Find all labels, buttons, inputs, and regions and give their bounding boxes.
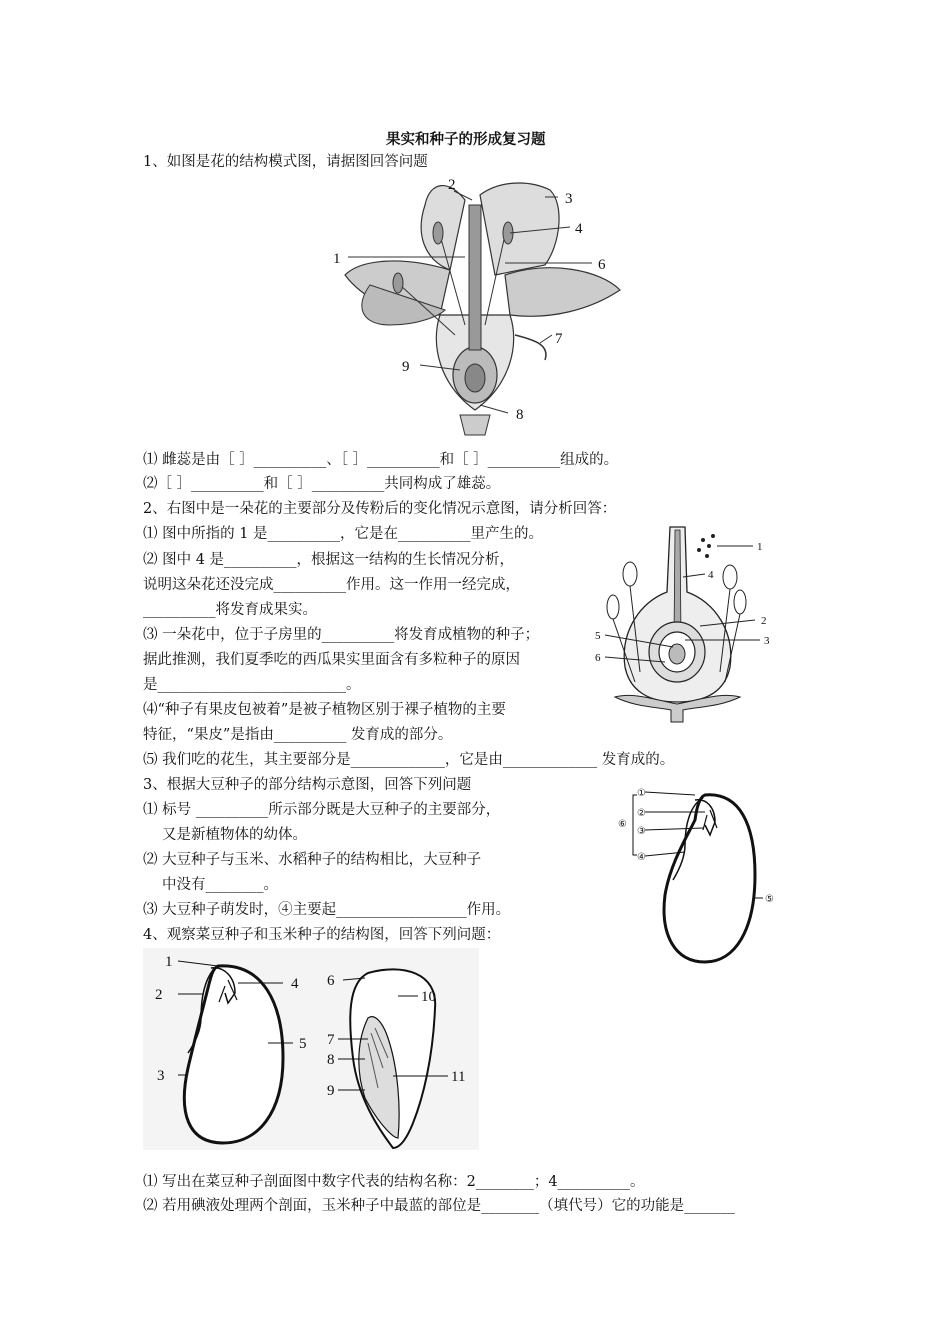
pollination-diagram (595, 522, 775, 722)
question-2-line-5: ⑶ 一朵花中，位于子房里的__________将发育成植物的种子； (143, 627, 540, 643)
question-2-line-10: ⑸ 我们吃的花生，其主要部分是_____________，它是由_____________ 发育成的。 (143, 752, 675, 768)
soybean-label-6: ⑥ (618, 819, 627, 830)
bean-label-3: 3 (157, 1068, 165, 1084)
question-4-line-2: ⑵ 若用碘液处理两个剖面，玉米种子中最蓝的部位是________（填代号）它的功能是_______ (143, 1198, 735, 1214)
corn-label-6: 6 (327, 973, 335, 989)
question-4-line-1: ⑴ 写出在菜豆种子剖面图中数字代表的结构名称：2________；4__________。 (143, 1174, 645, 1190)
soybean-seed-diagram (615, 780, 780, 970)
bean-label-4: 4 (291, 976, 299, 992)
soybean-label-5: ⑤ (765, 894, 774, 905)
soybean-label-4: ④ (637, 852, 646, 863)
question-1-prompt: 1、如图是花的结构模式图，请据图回答问题 (143, 154, 428, 170)
pollination-label-1: 1 (757, 541, 763, 553)
soybean-label-3: ③ (637, 826, 646, 837)
flower-label-7: 7 (555, 331, 563, 347)
question-2-line-9: 特征，“果皮”是指由__________ 发育成的部分。 (143, 727, 453, 743)
corn-label-7: 7 (327, 1032, 335, 1048)
flower-label-1: 1 (333, 251, 341, 267)
soybean-label-2: ② (637, 808, 646, 819)
pollination-label-5: 5 (595, 630, 601, 642)
question-1-part-2: ⑵［ ］__________和［ ］__________共同构成了雄蕊。 (143, 476, 501, 492)
question-1-part-1: ⑴ 雌蕊是由［ ］__________、［ ］__________和［ ］__________组成的。 (143, 452, 619, 468)
flower-label-4: 4 (575, 221, 583, 237)
pollination-label-6: 6 (595, 652, 601, 664)
bean-label-1: 1 (165, 954, 173, 970)
question-3-line-5: ⑶ 大豆种子萌发时，④主要起__________________作用。 (143, 902, 511, 918)
flower-label-6: 6 (598, 257, 606, 273)
question-2-line-7: 是__________________________。 (143, 677, 361, 693)
flower-structure-diagram (330, 175, 630, 435)
question-3-prompt: 3、根据大豆种子的部分结构示意图，回答下列问题 (143, 777, 472, 793)
flower-label-2: 2 (448, 177, 456, 193)
question-2-line-3: 说明这朵花还没完成__________作用。这一作用一经完成， (143, 577, 520, 593)
corn-label-10: 10 (421, 989, 436, 1005)
question-3-line-4: 中没有________。 (162, 877, 278, 893)
corn-label-8: 8 (327, 1052, 335, 1068)
corn-label-11: 11 (451, 1069, 466, 1085)
pollination-label-4: 4 (708, 569, 714, 581)
question-2-line-8: ⑷“种子有果皮包被着”是被子植物区别于裸子植物的主要 (143, 702, 506, 718)
question-3-line-1: ⑴ 标号 __________所示部分既是大豆种子的主要部分， (143, 802, 501, 818)
question-2-line-6: 据此推测，我们夏季吃的西瓜果实里面含有多粒种子的原因 (143, 652, 520, 668)
flower-label-8: 8 (516, 407, 524, 423)
bean-and-corn-seed-diagram (143, 948, 483, 1153)
soybean-label-1: ① (637, 788, 646, 799)
question-2-line-1: ⑴ 图中所指的 1 是__________，它是在__________里产生的。 (143, 526, 544, 542)
flower-label-3: 3 (565, 191, 573, 207)
flower-label-9: 9 (402, 359, 410, 375)
question-2-prompt: 2、右图中是一朵花的主要部分及传粉后的变化情况示意图，请分析回答： (143, 501, 617, 517)
corn-label-9: 9 (327, 1083, 335, 1099)
question-4-prompt: 4、观察菜豆种子和玉米种子的结构图，回答下列问题： (143, 927, 501, 943)
page-title: 果实和种子的形成复习题 (386, 131, 546, 148)
question-3-line-2: 又是新植物体的幼体。 (162, 827, 307, 843)
bean-label-2: 2 (155, 987, 163, 1003)
question-2-line-4: __________将发育成果实。 (143, 602, 317, 618)
question-3-line-3: ⑵ 大豆种子与玉米、水稻种子的结构相比，大豆种子 (143, 852, 482, 868)
pollination-label-3: 3 (764, 635, 770, 647)
bean-label-5: 5 (299, 1036, 307, 1052)
pollination-label-2: 2 (761, 615, 767, 627)
question-2-line-2: ⑵ 图中 4 是__________，根据这一结构的生长情况分析， (143, 552, 515, 568)
